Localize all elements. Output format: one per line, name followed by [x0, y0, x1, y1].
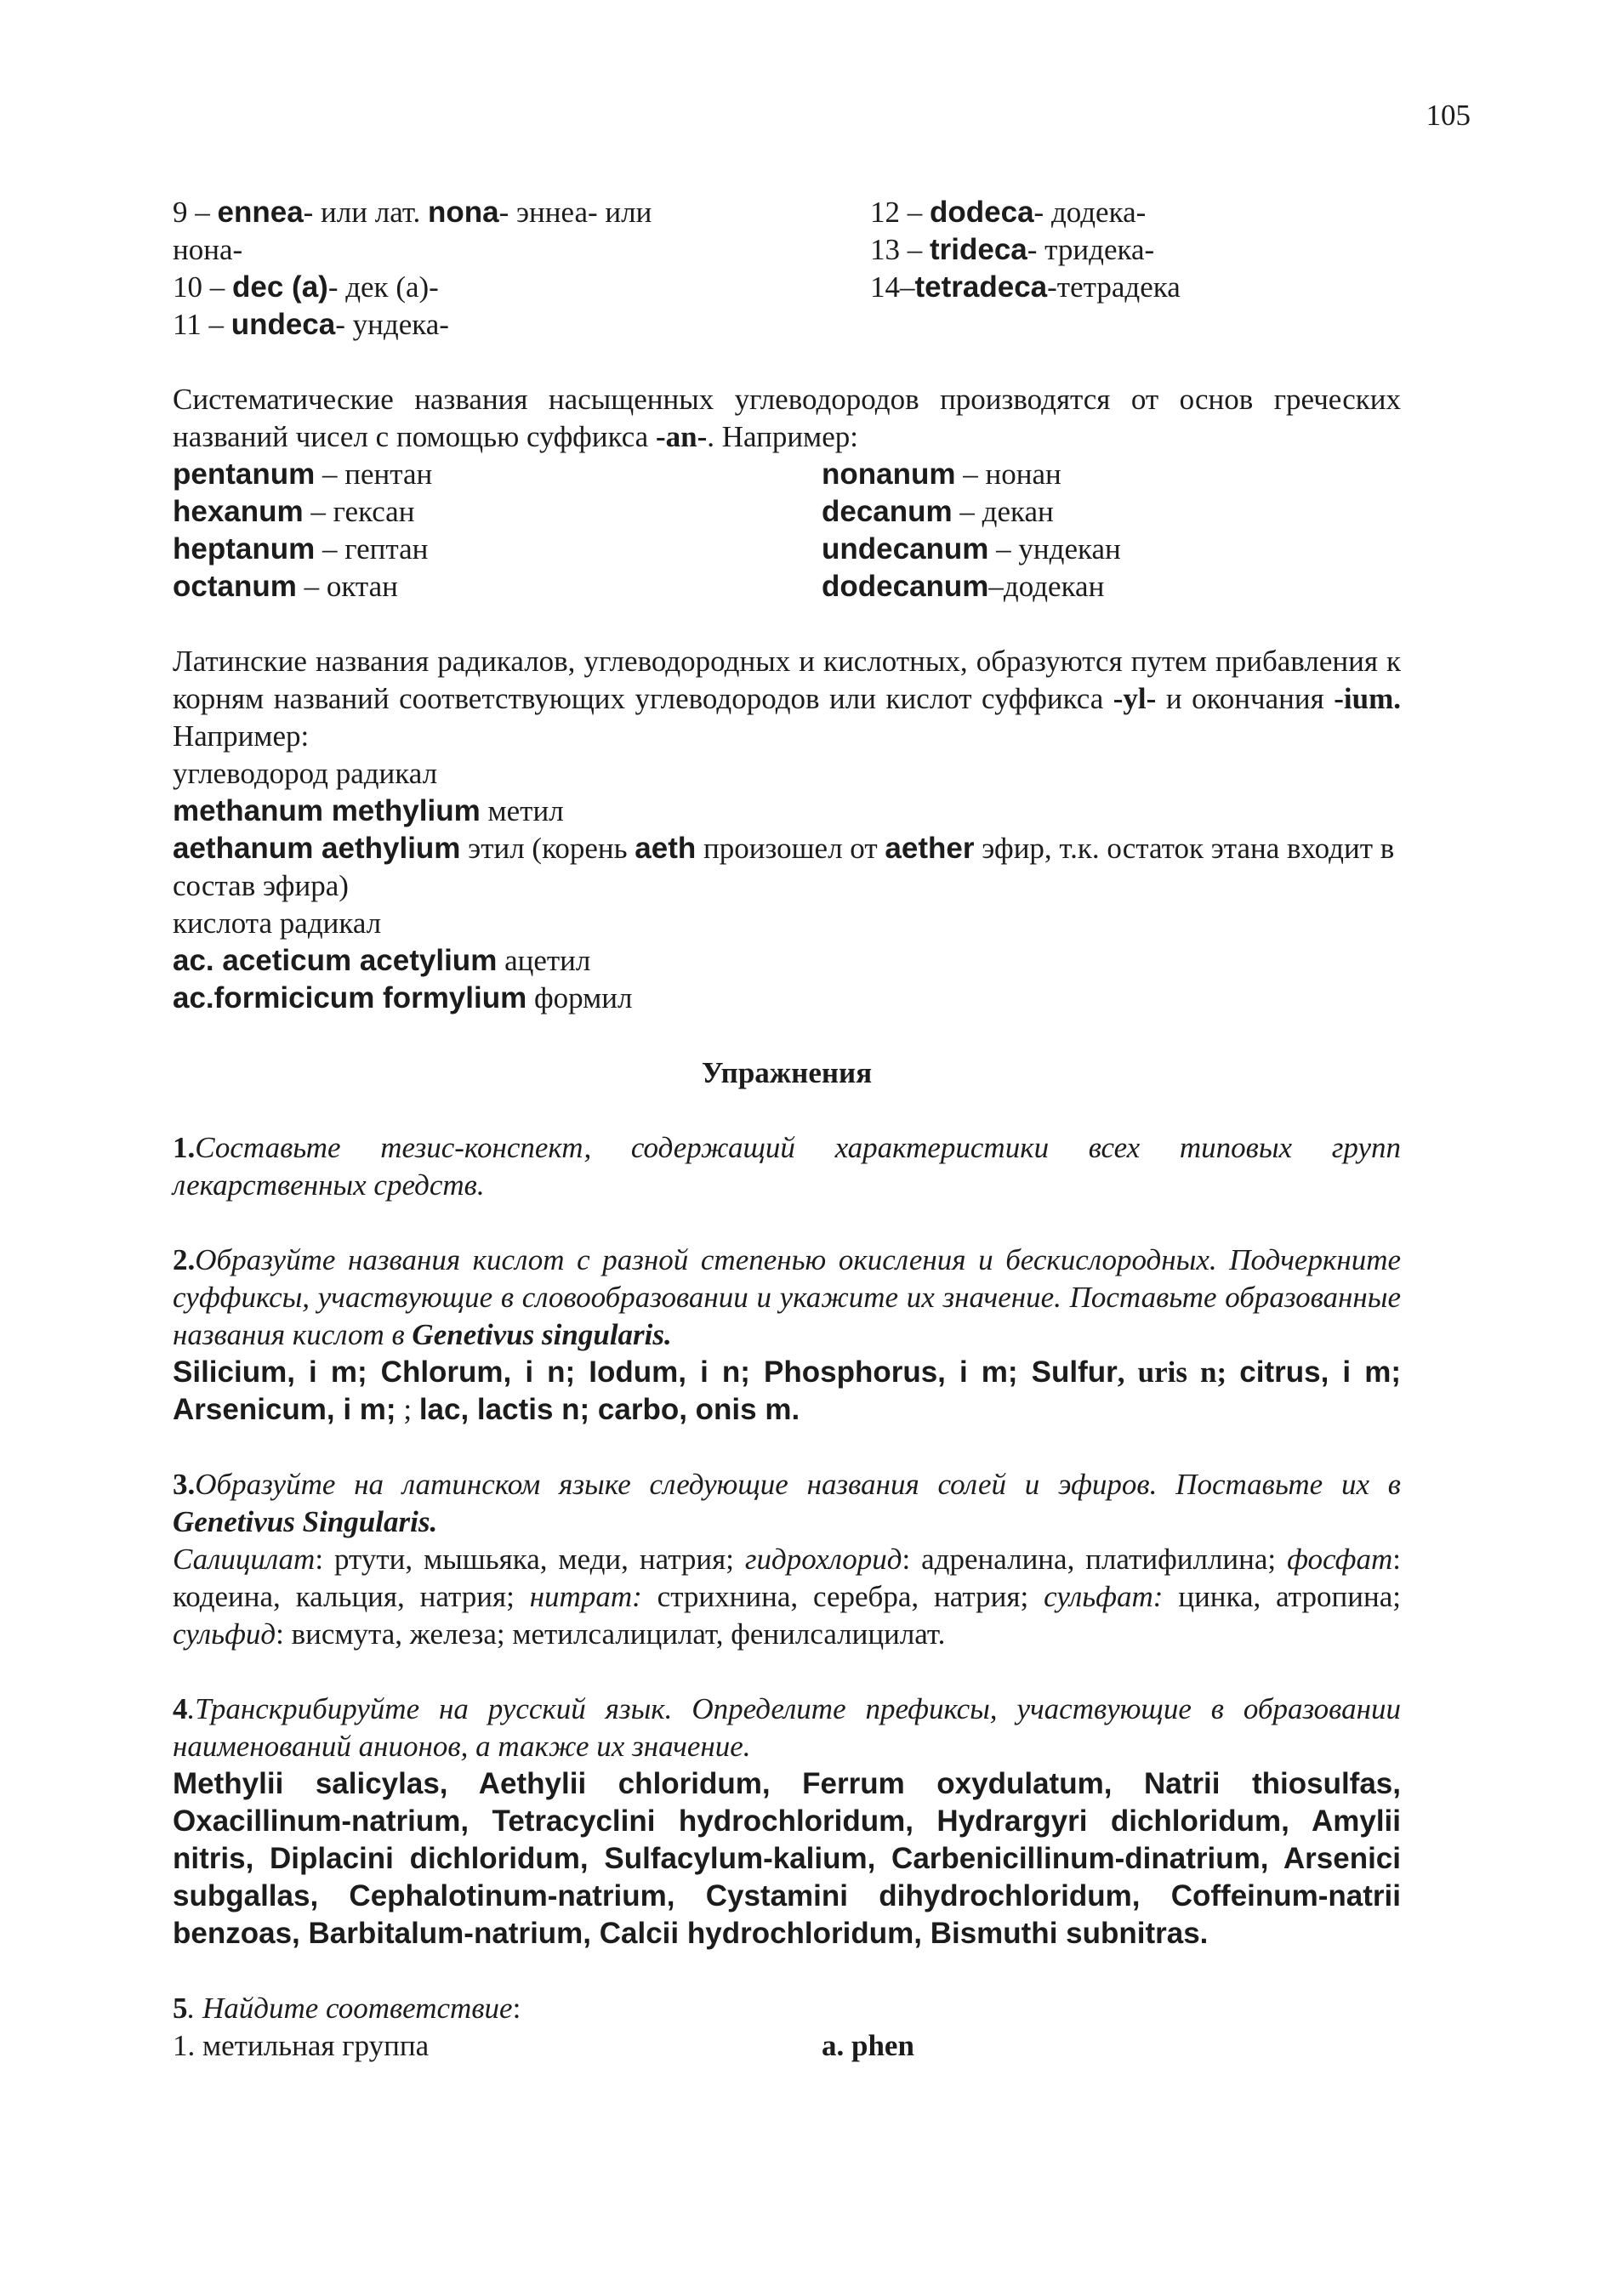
exercise-5: 5. Найдите соответствие:: [173, 1992, 521, 2025]
alkane-line: decanum – декан: [822, 495, 1054, 528]
exercise-4-words: Methylii salicylas, Aethylii chloridum, Ferrum oxydulatum, Natrii thiosulfas, Oxacillinum-natrium, Tetracyclini hydrochloridum, Hydrargyri dichloridum, Amylii nitris, Diplacini dichloridum, Sulfacylum-kalium, Carbenicillinum-dinatrium, Arsenici subgallas, Cephalotinum-natrium, Cystamini dihydrochloridum, Coffeinum-natrii benzoas, Barbitalum-natrium, Calcii hydrochloridum, Bismuthi subnitras.: [173, 1767, 1401, 1950]
radical-line: aethanum aethylium этил (корень aeth произошел от aether эфир, т.к. остаток этана входит в состав эфира): [173, 832, 1395, 902]
exercise-2: 2.Образуйте названия кислот с разной степенью окисления и бескислородных. Подчеркните суффиксы, участвующие в словообразовании и укажите их значение. Поставьте образованные названия кислот в Genetivus singularis.: [173, 1243, 1401, 1351]
alkane-line: pentanum – пентан: [173, 457, 433, 491]
exercise-3-items: Салицилат: ртути, мышьяка, меди, натрия; гидрохлорид: адреналина, платифиллина; фосфат: кодеина, кальция, натрия; нитрат: стрихнина, серебра, натрия; сульфат: цинка, атропина; сульфид: висмута, железа; метилсалицилат, фенилсалицилат.: [173, 1543, 1402, 1651]
paragraph-radicals: Латинские названия радикалов, углеводородных и кислотных, образуются путем прибавления к корням названий соответствующих углеводородов или кислот суффикса -yl- и окончания -ium. Например:: [173, 645, 1401, 753]
numeral-line: 14–tetradeca-тетрадека: [870, 270, 1181, 304]
paragraph-saturated: Систематические названия насыщенных углеводородов производятся от основ греческих названий чисел с помощью суффикса -an-. Например:: [173, 383, 1401, 453]
radical-line: ac.formicicum formylium формил: [173, 981, 633, 1014]
numeral-line: 11 – undeca- ундека-: [173, 308, 449, 341]
numerals-left: [173, 194, 870, 344]
match-option: a. phen: [822, 2029, 914, 2062]
exercises-heading: Упражнения: [701, 1056, 873, 1089]
radicals-header-hydrocarbon: углеводород радикал: [173, 757, 438, 790]
exercise-5-match: [173, 2027, 1401, 2065]
exercise-4: 4.Транскрибируйте на русский язык. Определите префиксы, участвующие в образовании наименований анионов, а также их значение.: [173, 1692, 1401, 1763]
radical-line: ac. aceticum acetylium ацетил: [173, 944, 591, 977]
alkane-line: nonanum – нонан: [822, 457, 1061, 491]
match-left: [173, 2027, 822, 2065]
page-number: 105: [1426, 99, 1471, 132]
numeral-line: нона-: [173, 233, 243, 266]
exercise-2-words: Silicium, i m; Chlorum, i n; Iodum, i n; Phosphorus, i m; Sulfur, uris n; citrus, i m; Arsenicum, i m; ; lac, lactis n; carbo, onis m.: [173, 1355, 1401, 1426]
numeral-line: 10 – dec (a)- дек (а)-: [173, 270, 439, 304]
alkane-line: dodecanum–додекан: [822, 570, 1105, 603]
alkane-line: undecanum – ундекан: [822, 532, 1121, 565]
page-content: [173, 194, 1401, 2065]
alkanes-left: [173, 456, 822, 605]
numerals-block: [173, 194, 1401, 344]
alkane-line: octanum – октан: [173, 570, 398, 603]
radical-line: methanum methylium метил: [173, 794, 564, 827]
radicals-header-acid: кислота радикал: [173, 906, 382, 940]
alkanes-right: [822, 456, 1401, 605]
exercise-3: 3.Образуйте на латинском языке следующие названия солей и эфиров. Поставьте их в Genetivus Singularis.: [173, 1468, 1401, 1538]
alkanes-block: [173, 456, 1401, 605]
numerals-right: [870, 194, 1401, 344]
numeral-line: 13 – trideca- тридека-: [870, 233, 1155, 266]
exercise-1: 1.Составьте тезис-конспект, содержащий характеристики всех типовых групп лекарственных средств.: [173, 1131, 1401, 1202]
numeral-line: 12 – dodeca- додека-: [870, 196, 1147, 229]
numeral-line: 9 – ennea- или лат. nona- эннеа- или: [173, 196, 652, 229]
match-item: 1. метильная группа: [173, 2029, 430, 2062]
alkane-line: hexanum – гексан: [173, 495, 415, 528]
alkane-line: heptanum – гептан: [173, 532, 429, 565]
match-right: [822, 2027, 1401, 2065]
